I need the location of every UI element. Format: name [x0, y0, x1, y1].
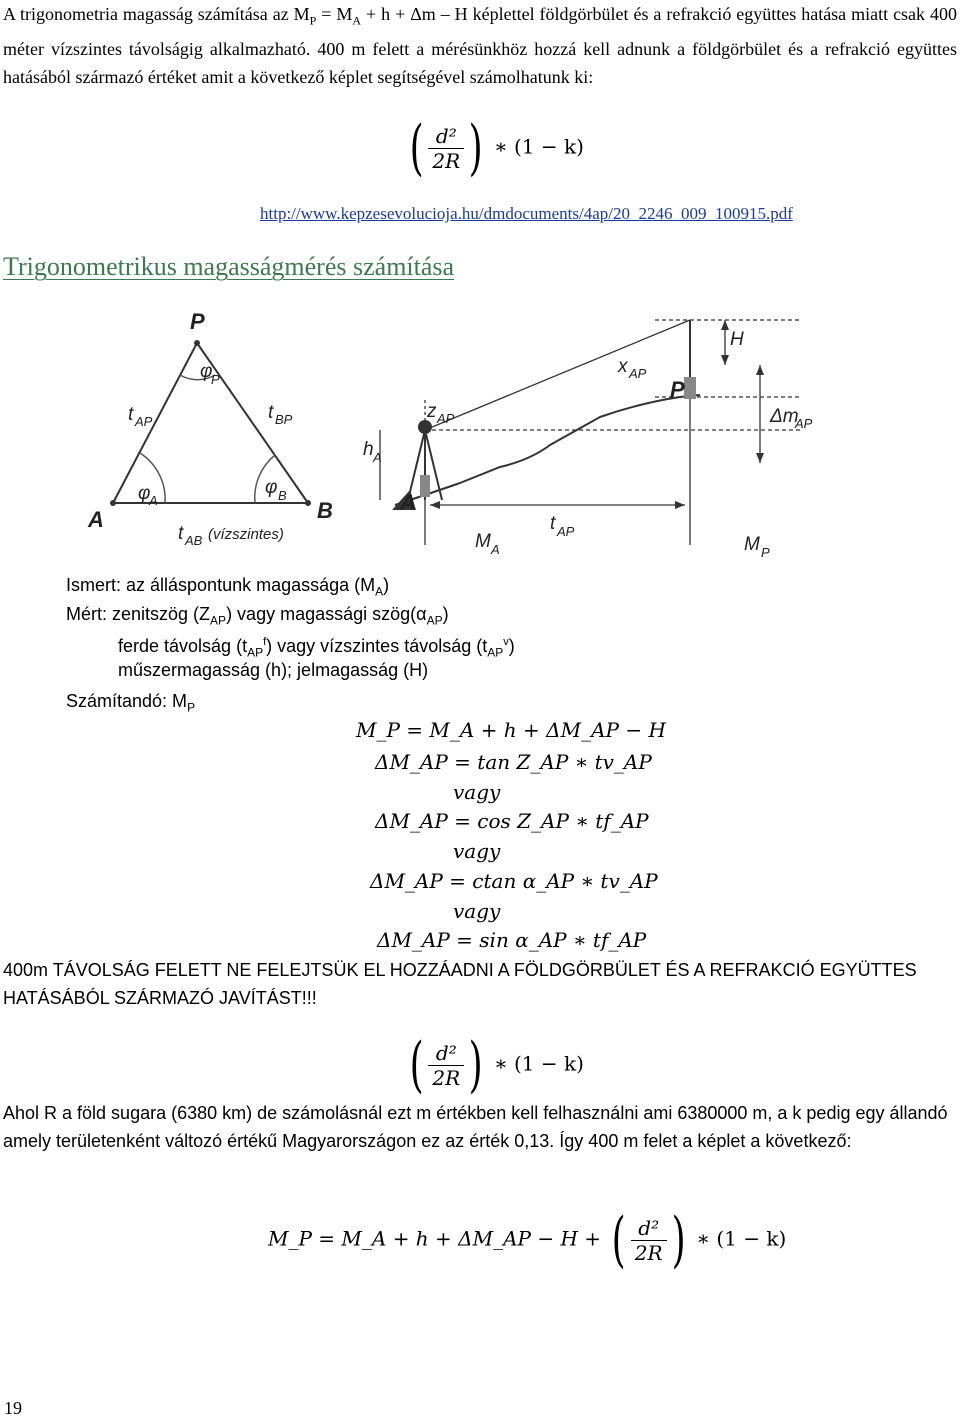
to-compute-line: Számítandó: $M_P$	[66, 691, 196, 715]
svg-text:M: M	[475, 531, 491, 552]
svg-text:(vízszintes): (vízszintes)	[208, 526, 284, 543]
known-line: Ismert: az álláspontunk magassága $(M_A)$	[66, 575, 390, 599]
page-number: 19	[4, 1398, 22, 1418]
measured-line: Mért: zenitszög $(Z_{AP})$ vagy magassági $szög(\alpha_{AP})$	[66, 604, 449, 628]
svg-text:B: B	[278, 488, 287, 503]
equation-sin: ΔM_AP = sin α_AP ∗ tf_AP	[377, 928, 647, 952]
correction-formula-2: ( $\frac{\text{d²}}{2R}$ ) ∗ (1 − k)	[409, 1030, 584, 1100]
final-formula: M_P = M_A + h + ΔM_AP − H + ( $\frac{\text{d²}}{2R}$ ) ∗ (1 − k)	[268, 1205, 787, 1275]
svg-text:AB: AB	[185, 533, 203, 548]
svg-text:M: M	[744, 534, 760, 555]
trigonometric-diagram	[80, 305, 840, 565]
svg-text:A: A	[373, 450, 382, 465]
tri-label-A: A	[88, 507, 104, 532]
svg-text:Δm: Δm	[770, 406, 799, 427]
profile-label-A: A	[400, 490, 416, 515]
svg-text:t: t	[128, 404, 134, 425]
explanation-paragraph: Ahol R a föld sugara (6380 km) de számolásnál ezt m értékben kell felhasználni ami 6380000 m, a k pedig egy állandó amely területenként változó értékű Magyarországon ez az érték 0,13. Így 400 m felet a képlet a következő:	[3, 1103, 948, 1151]
svg-text:φ: φ	[138, 483, 151, 504]
profile-label-P: P	[670, 377, 685, 402]
or-1: vagy	[453, 780, 501, 804]
svg-text:AP: AP	[437, 411, 455, 426]
or-2: vagy	[453, 839, 501, 863]
svg-text:t: t	[550, 513, 556, 534]
svg-text:AP: AP	[795, 416, 813, 431]
distance-line: ferde távolság $(t_{AP}^f)$ vagy vízszintes távolság $(t_{AP}^v)$	[118, 636, 515, 660]
tri-label-P: P	[190, 309, 205, 334]
intro-paragraph: A trigonometria magasság számítása az $M_P = M_A + h + \Delta m - H$ képlettel földgörbület és a refrakció együttes hatása miatt csak 400 méter vízszintes távolságig alkalmazható. 400 m felett a mérésünkhöz hozzá kell adnunk a földgörbület és a refrakció együttes hatásából származó értéket amit a következő képlet segítségével számolhatunk ki:	[3, 4, 958, 87]
section-heading: Trigonometrikus magasságmérés számítása	[3, 252, 455, 281]
svg-text:A: A	[491, 542, 500, 557]
equation-cos: ΔM_AP = cos Z_AP ∗ tf_AP	[375, 809, 649, 833]
svg-text:BP: BP	[275, 412, 293, 427]
svg-text:φ: φ	[265, 477, 278, 498]
equation-ctan: ΔM_AP = ctan α_AP ∗ tv_AP	[370, 869, 658, 893]
svg-text:x: x	[618, 356, 628, 377]
source-link[interactable]: http://www.kepzesevolucioja.hu/dmdocuments/4ap/20_2246_009_100915.pdf	[260, 204, 793, 223]
svg-text:AP: AP	[135, 414, 153, 429]
svg-text:t: t	[268, 402, 274, 423]
equation-tan: ΔM_AP = tan Z_AP ∗ tv_AP	[375, 750, 652, 774]
tri-label-B: B	[317, 498, 333, 523]
svg-text:P: P	[211, 372, 220, 387]
svg-text:H: H	[730, 329, 744, 350]
svg-text:A: A	[149, 493, 158, 508]
svg-text:h: h	[363, 439, 374, 460]
equation-main: M_P = M_A + h + ΔM_AP − H	[356, 718, 666, 742]
or-3: vagy	[453, 899, 501, 923]
svg-text:φ: φ	[200, 361, 213, 382]
svg-text:z: z	[427, 401, 437, 422]
warning-text: 400m TÁVOLSÁG FELETT NE FELEJTSÜK EL HOZZÁADNI A FÖLDGÖRBÜLET ÉS A REFRAKCIÓ EGYÜTTES HATÁSÁBÓL SZÁRMAZÓ JAVÍTÁST!!!	[3, 960, 917, 1008]
svg-text:AP: AP	[629, 366, 647, 381]
svg-text:P: P	[761, 545, 770, 560]
svg-text:t: t	[178, 523, 184, 544]
svg-text:AP: AP	[557, 524, 575, 539]
correction-formula: ( $\frac{\text{d²}}{2R}$ ) ∗ (1 − k)	[409, 113, 584, 183]
height-line: műszermagasság (h); jelmagasság (H)	[118, 660, 429, 680]
